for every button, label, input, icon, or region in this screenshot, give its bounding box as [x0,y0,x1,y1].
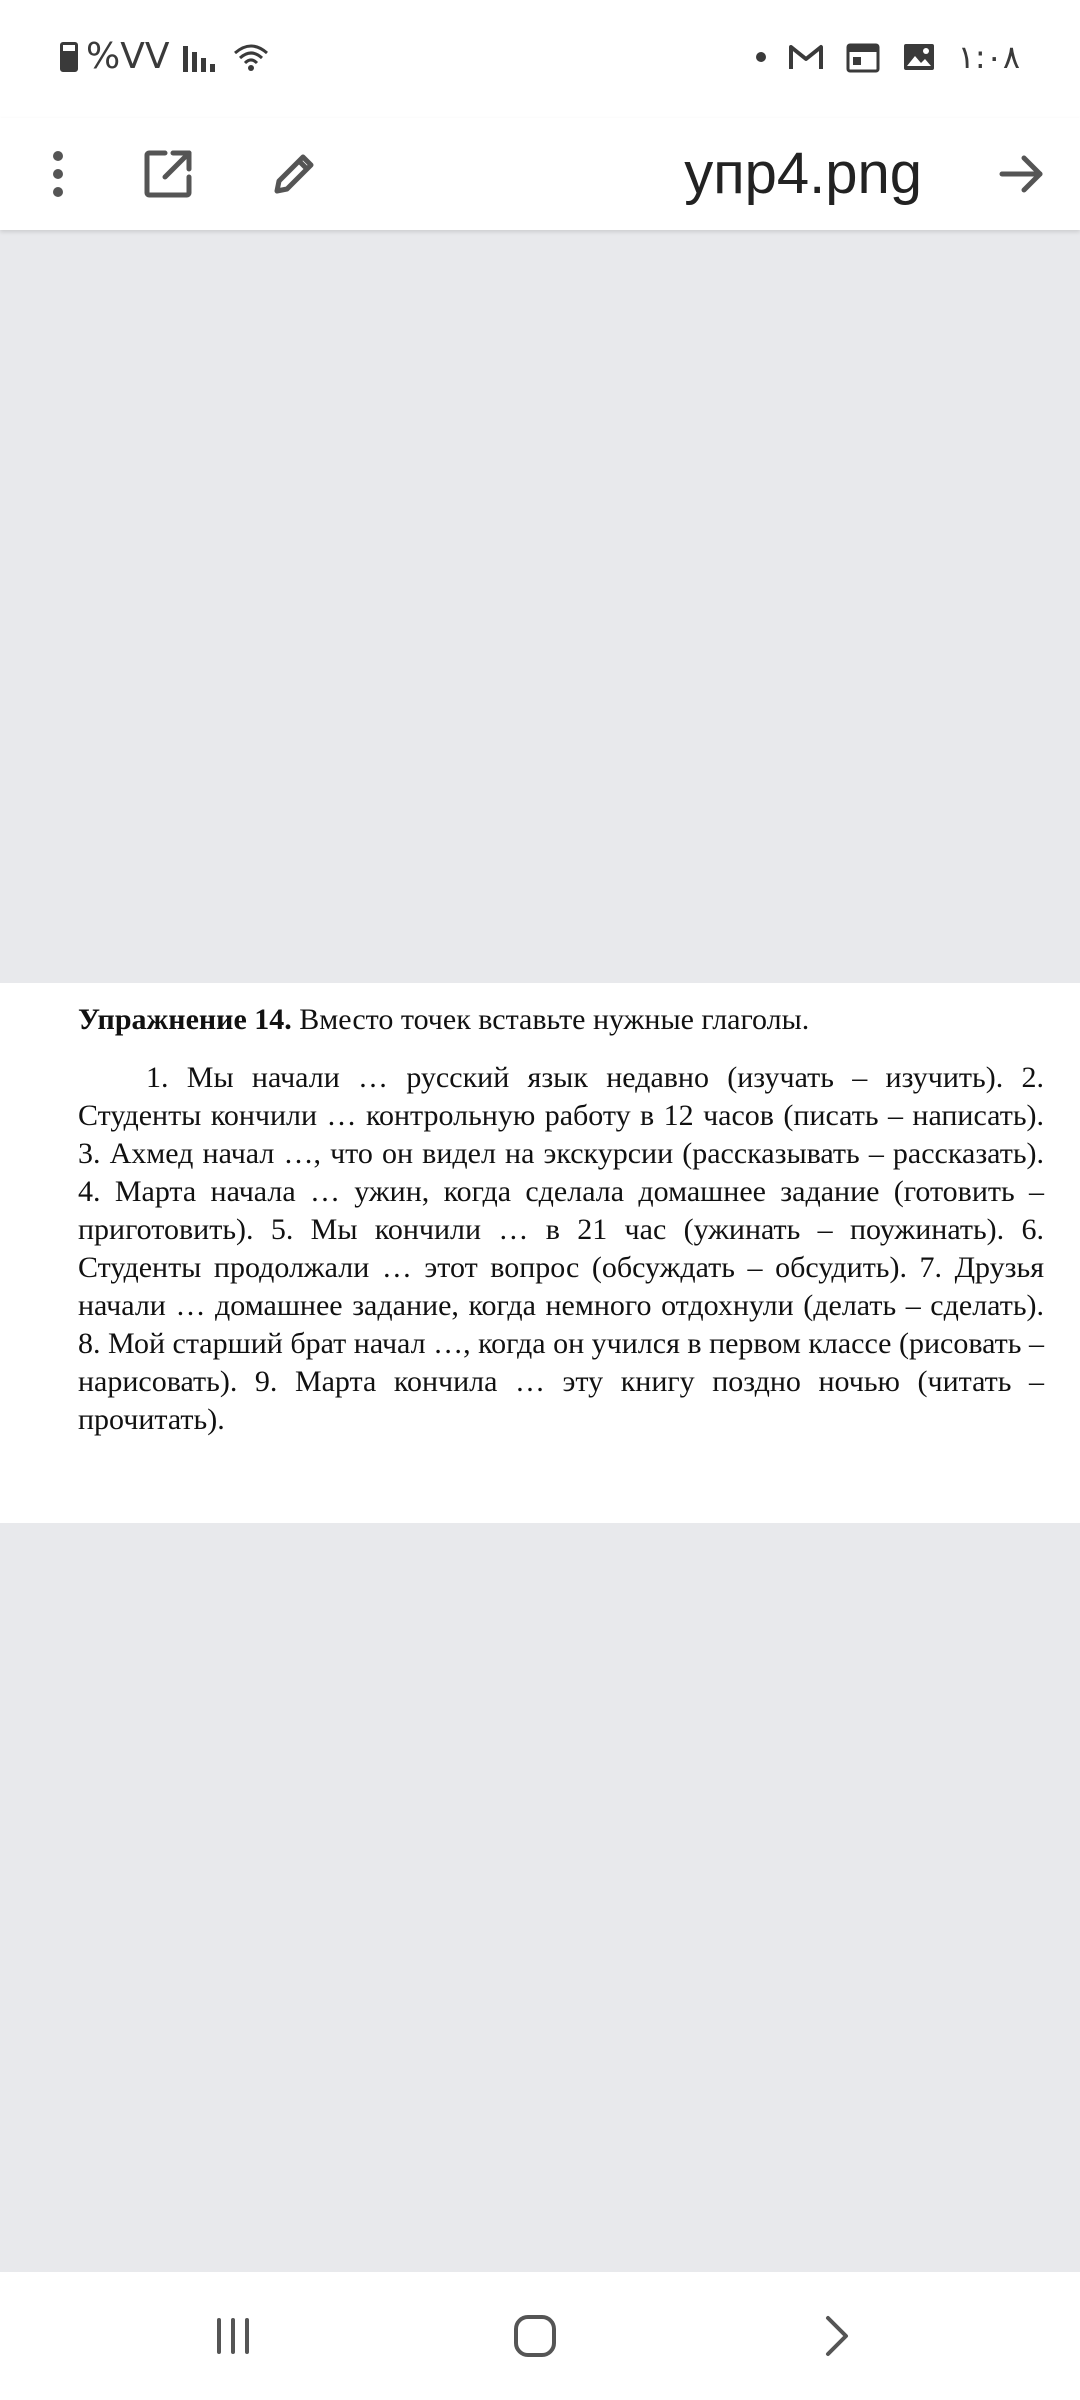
battery-icon [60,42,78,72]
edit-button[interactable] [254,134,334,214]
notification-dot-icon [756,52,766,62]
wifi-icon [231,41,271,73]
gmail-icon [788,43,824,71]
status-right [756,38,1020,76]
recent-apps-icon [213,2316,253,2356]
open-external-icon [143,149,193,199]
arrow-forward-icon [998,152,1046,196]
calendar-icon [846,41,880,73]
navigation-bar [0,2272,1080,2400]
edit-pencil-icon [269,149,319,199]
gallery-icon [902,42,936,72]
clock: ١:٠٨ [957,38,1020,76]
exercise-heading [78,1003,1044,1037]
home-icon [512,2313,558,2359]
open-in-app-button[interactable] [128,134,208,214]
exercise-body: 1. Мы начали … русский язык недавно (изучать – изучить). 2. Студенты кончили … контрольную работу в 12 часов (писать – написать). 3. Ахмед начал …, что он видел на экскурсии (рассказывать – рассказать). 4. Марта начала … ужин, когда сделала домашнее задание (готовить – приготовить). 5. Мы кончили … в 21 час (ужинать – поужинать). 6. Студенты продолжали … этот вопрос (обсуждать – обсудить). 7. Друзья начали … домашнее задание, когда немного отдохнули (делать – сделать). 8. Мой старший брат начал …, когда он учился в первом классе (рисовать – нарисовать). 9. Марта кончила … эту книгу поздно ночью (читать – прочитать). [78,1061,1044,1436]
status-bar [0,0,1080,118]
document-image[interactable] [0,983,1080,1523]
app-bar [0,118,1080,230]
battery-percent: %VV [86,36,170,77]
exercise-number: Упражнение 14. [78,1003,292,1036]
home-button[interactable] [490,2296,580,2376]
more-options-button[interactable] [18,134,98,214]
more-vert-icon [50,149,66,199]
forward-button[interactable] [982,134,1062,214]
exercise-instruction: Вместо точек вставьте нужные глаголы. [291,1003,810,1036]
image-viewer[interactable] [0,230,1080,2272]
status-left [60,36,271,77]
recent-apps-button[interactable] [188,2296,278,2376]
back-button[interactable] [792,2296,882,2376]
back-icon [822,2314,852,2358]
file-title: упр4.png [684,141,922,206]
signal-icon [183,42,215,72]
